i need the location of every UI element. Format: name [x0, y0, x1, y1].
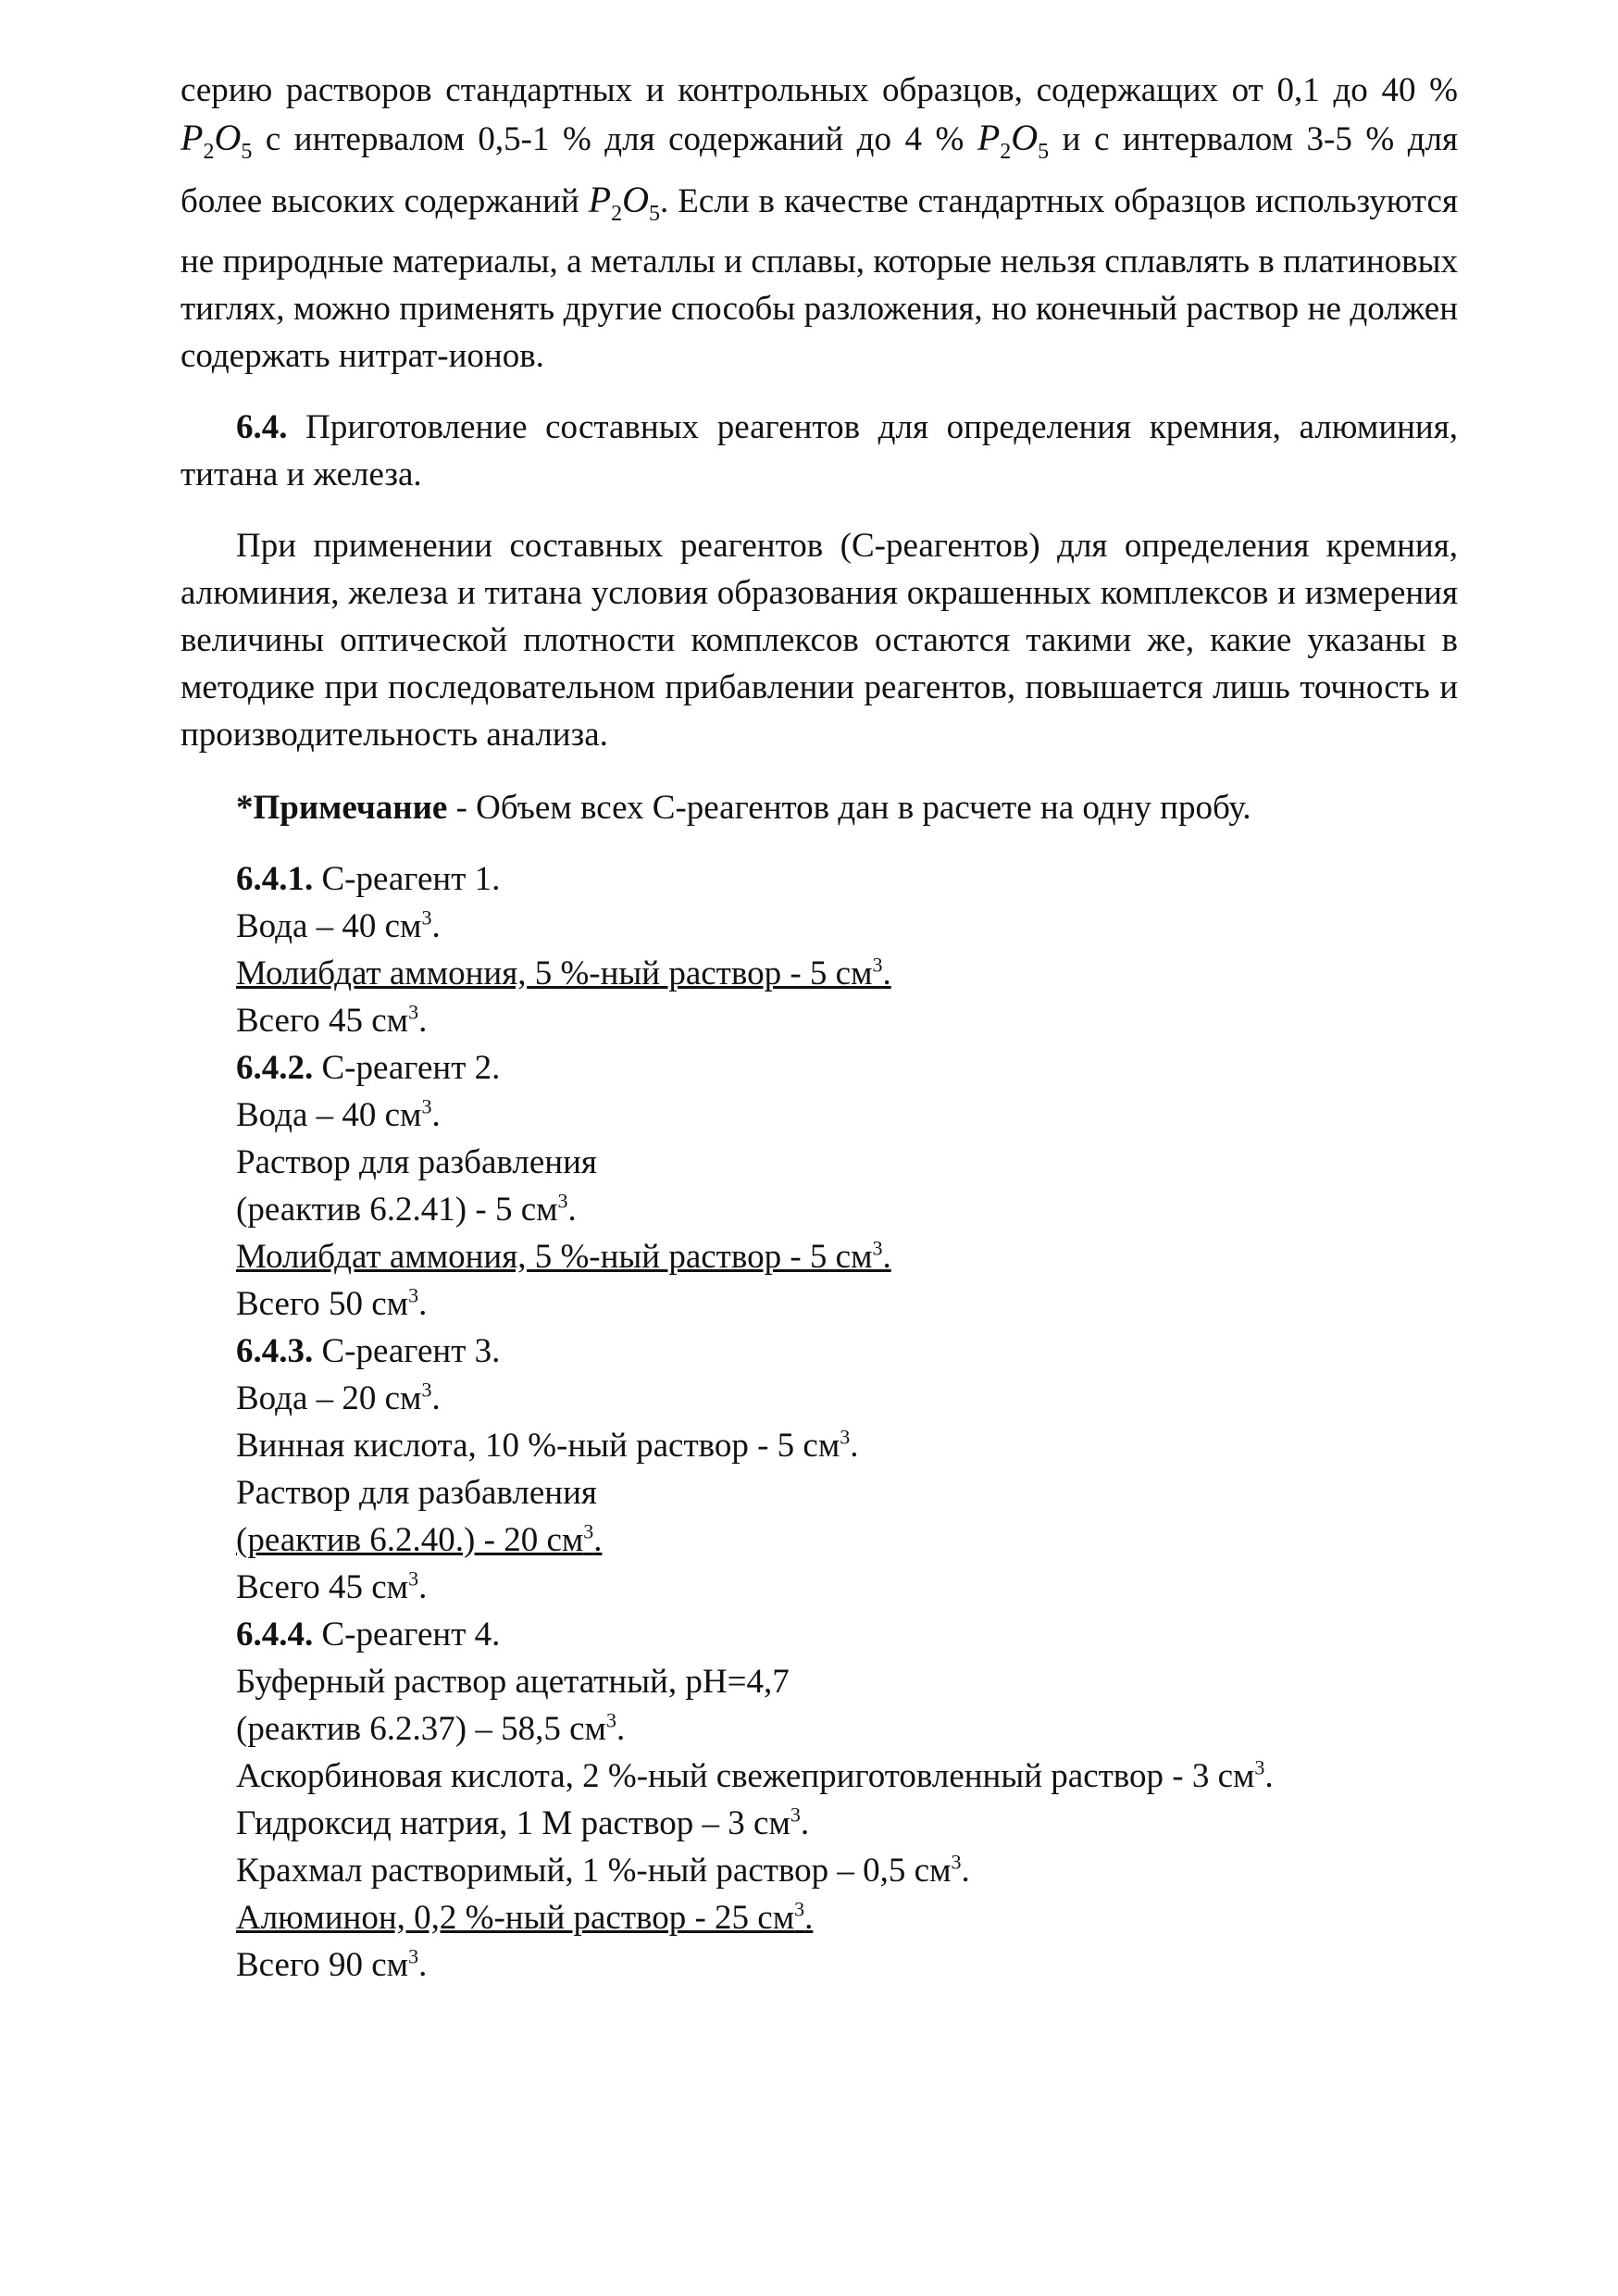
reagent-1-molybdate: Молибдат аммония, 5 %-ный раствор - 5 $см^3$.: [236, 953, 891, 992]
reagent-4-total: Всего 90 $см^3$.: [236, 1944, 428, 1984]
paragraph-c-reagents: При применении составных реагентов (С-реагентов) для определения кремния, алюминия, железа и титана условия образования окрашенных комплексов и измерения величины оптической плотности комплексов остаются такими же, какие указаны в методике при последовательном прибавлении реагентов, повышается лишь точность и производительность анализа.: [180, 527, 1458, 754]
reagent-3-total: Всего 45 $см^3$.: [236, 1566, 428, 1606]
text-fragment: и с интервалом 3-5 % для более высоких содержаний: [180, 120, 1459, 220]
reagent-2-dilution-ref: (реактив 6.2.41) - 5 $см^3$.: [236, 1189, 577, 1229]
reagent-4-heading: 6.4.4. С-реагент 4.: [236, 1616, 501, 1653]
section-title: Приготовление составных реагентов для определения кремния, алюминия, титана и железа.: [180, 408, 1458, 493]
document-page: [180, 67, 1458, 1989]
text-fragment: с интервалом 0,5-1 % для содержаний до 4 %: [252, 120, 977, 158]
text-fragment: . Если в качестве стандартных образцов используются не природные материалы, а металлы и сплавы, которые нельзя сплавлять в платиновых тиглях, можно применять другие способы разложения, но конечный раствор не должен содержать нитрат-ионов.: [180, 182, 1458, 375]
reagent-1-water: Вода – 40 $см^3$.: [236, 905, 441, 945]
section-heading-6-4: [180, 404, 1458, 498]
reagent-3-dilution: Раствор для разбавления: [236, 1474, 597, 1512]
reagent-4-starch: Крахмал растворимый, 1 %-ный раствор – 0,5 $см^3$.: [236, 1850, 970, 1890]
formula-p2o5: $P_2O_5$: [977, 117, 1050, 164]
reagent-4-buffer-ref: (реактив 6.2.37) – 58,5 $см^3$.: [236, 1708, 626, 1748]
reagent-2-dilution: Раствор для разбавления: [236, 1143, 597, 1181]
reagent-1-total: Всего 45 $см^3$.: [236, 1000, 428, 1040]
note-text: - Объем всех С-реагентов дан в расчете на одну пробу.: [447, 789, 1251, 827]
formula-p2o5: $P_2O_5$: [588, 179, 660, 226]
reagent-4-naoh: Гидроксид натрия, 1 М раствор – 3 $см^3$.: [236, 1803, 810, 1842]
reagent-4-ascorbic: Аскорбиновая кислота, 2 %-ный свежеприготовленный раствор - 3 $см^3$.: [236, 1755, 1274, 1795]
note-label: *Примечание: [236, 789, 448, 827]
reagent-2-total: Всего 50 $см^3$.: [236, 1283, 428, 1323]
reagent-3-tartaric: Винная кислота, 10 %-ный раствор - 5 $см^3$.: [236, 1425, 859, 1465]
paragraph-standard-samples: [180, 67, 1458, 380]
text-fragment: серию растворов стандартных и контрольных образцов, содержащих от 0,1 до 40 %: [180, 71, 1458, 109]
reagent-4-aluminon: Алюминон, 0,2 %-ный раствор - 25 $см^3$.: [236, 1897, 814, 1937]
note: [180, 784, 1458, 831]
reagent-2-molybdate: Молибдат аммония, 5 %-ный раствор - 5 $см^3$.: [236, 1236, 891, 1276]
formula-p2o5: $P_2O_5$: [180, 117, 253, 164]
reagent-1-heading: 6.4.1. С-реагент 1.: [236, 860, 501, 898]
reagent-3-heading: 6.4.3. С-реагент 3.: [236, 1332, 501, 1370]
reagent-2-water: Вода – 40 $см^3$.: [236, 1094, 441, 1134]
reagent-3-water: Вода – 20 $см^3$.: [236, 1378, 441, 1417]
reagent-2-heading: 6.4.2. С-реагент 2.: [236, 1049, 501, 1087]
section-number: 6.4.: [236, 408, 288, 446]
reagent-3-dilution-ref: (реактив 6.2.40.) - 20 $см^3$.: [236, 1519, 603, 1559]
reagent-list: [180, 855, 1458, 1989]
reagent-4-buffer: Буферный раствор ацетатный, pH=4,7: [236, 1663, 790, 1701]
